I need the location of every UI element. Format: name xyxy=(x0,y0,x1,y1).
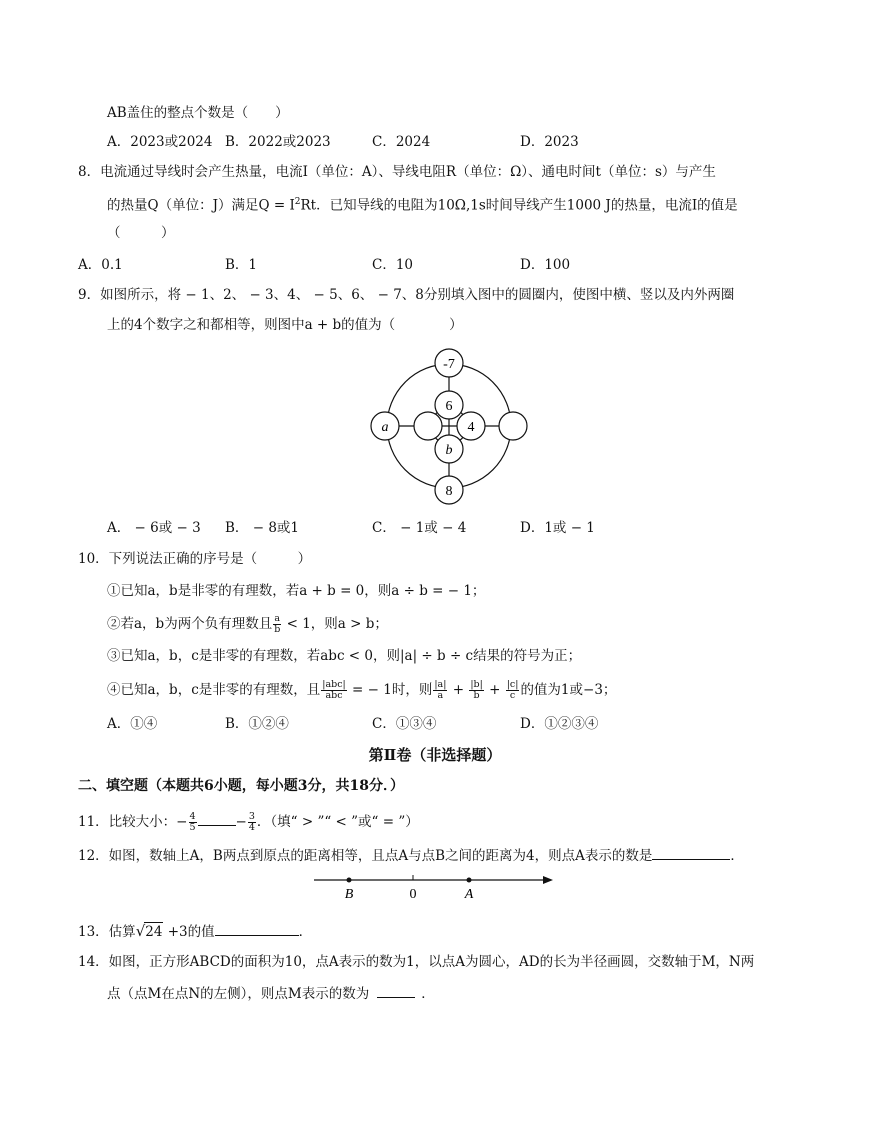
q12-label-b: B xyxy=(344,887,354,902)
section2-heading: 二、填空题（本题共6小题，每小题3分，共18分．） xyxy=(78,778,404,794)
q7-option-d: D．2023 xyxy=(520,134,579,150)
q10-option-b: B．①②④ xyxy=(225,716,289,732)
q12-point-a xyxy=(467,878,472,883)
q12-answer-blank xyxy=(652,845,730,860)
q11-line: 11．比较大小：− $\frac{4}{5}$ − $\frac{3}{4}$ ．（填“ > ”“ < ”或“ = ”） xyxy=(78,811,419,833)
q10-option-a: A．①④ xyxy=(107,716,158,732)
q13-answer-blank xyxy=(215,921,299,936)
q10-statement-3: ③已知a，b，c是非零的有理数，若abc < 0，则|a| ÷ b ÷ c结果的符号为正； xyxy=(107,648,582,664)
q10-option-d: D．①②③④ xyxy=(520,716,599,732)
q12-stem: 12．如图，数轴上A，B两点到原点的距离相等，且点A与点B之间的距离为4，则点A表示的数是 ． xyxy=(78,845,744,865)
q8-stem-line2: 的热量Q（单位：J）满足$Q = I^2Rt$．已知导线的电阻为10Ω,1s时间导线产生1000 J的热量，电流I的值是 xyxy=(107,197,738,214)
q12-label-origin: 0 xyxy=(409,887,417,902)
q9-stem-line2: 上的4个数字之和都相等，则图中a + b的值为（ ） xyxy=(107,317,463,333)
q14-stem-line2: 点（点M在点N的左侧），则点M表示的数为 ． xyxy=(107,983,435,1003)
q13-stem: 13．估算√24 +3的值 ． xyxy=(78,922,313,940)
q10-option-c: C．①③④ xyxy=(372,716,437,732)
q10-statement-1: ①已知a，b是非零的有理数，若a + b = 0，则a ÷ b = − 1； xyxy=(107,583,486,599)
q10-statement-4: ④已知a，b，c是非零的有理数，且 $\frac{\text{|abc|}}{\text{abc}}$ = − 1时，则 $\frac{|a|}{a}$ + $\frac{|b|}{b}$ + $\frac{|c|}{c}$ 的值为1或−3； xyxy=(107,679,617,701)
q7-option-c: C．2024 xyxy=(372,134,431,150)
q8-stem-line1: 8．电流通过导线时会产生热量，电流I（单位：A）、导线电阻R（单位：Ω）、通电时间t（单位：s）与产生 xyxy=(78,164,716,180)
q8-option-c: C．10 xyxy=(372,257,414,273)
q14-stem-line1: 14．如图，正方形ABCD的面积为10，点A表示的数为1，以点A为圆心，AD的长为半径画圆，交数轴于M，N两 xyxy=(78,954,755,970)
q8-option-a: A．0.1 xyxy=(78,257,123,273)
q7-option-a: A．2023或2024 xyxy=(107,134,213,150)
q9-label-inner-bottom: b xyxy=(445,443,453,458)
q10-stem: 10．下列说法正确的序号是（ ） xyxy=(78,551,312,567)
part2-title: 第Ⅱ卷（非选择题） xyxy=(368,746,502,764)
q9-label-left: a xyxy=(381,420,389,435)
q12-point-b xyxy=(347,878,352,883)
q12-label-a: A xyxy=(464,887,474,902)
q9-label-inner-right: 4 xyxy=(467,420,475,435)
q7-option-b: B．2022或2023 xyxy=(225,134,331,150)
q11-answer-blank xyxy=(198,811,236,826)
q9-option-b: B． − 8或1 xyxy=(225,520,299,536)
q8-answer-paren: （ ） xyxy=(107,225,175,241)
q9-option-a: A． − 6或 − 3 xyxy=(107,520,201,536)
q7-continuation: AB盖住的整点个数是（ ） xyxy=(107,105,289,121)
q9-label-top: -7 xyxy=(443,357,455,372)
q10-statement-2: ②若a，b为两个负有理数且 $\frac{a}{b}$ < 1，则a > b； xyxy=(107,613,388,635)
q12-number-line xyxy=(310,870,560,904)
q9-label-bottom: 8 xyxy=(445,484,453,499)
q9-circle-inner-left xyxy=(414,412,442,440)
q9-option-d: D．1或 − 1 xyxy=(520,520,595,536)
q9-circle-figure xyxy=(365,343,535,508)
q9-label-inner-top: 6 xyxy=(445,399,453,414)
q9-option-c: C． − 1或 − 4 xyxy=(372,520,467,536)
q9-stem-line1: 9．如图所示，将 − 1、2、 − 3、4、 − 5、6、 − 7、8分别填入图中的圆圈内，使图中横、竖以及内外两圈 xyxy=(78,287,735,303)
q14-answer-blank xyxy=(377,983,415,998)
q9-circle-right xyxy=(499,412,527,440)
q8-option-b: B．1 xyxy=(225,257,258,273)
q8-option-d: D．100 xyxy=(520,257,571,273)
